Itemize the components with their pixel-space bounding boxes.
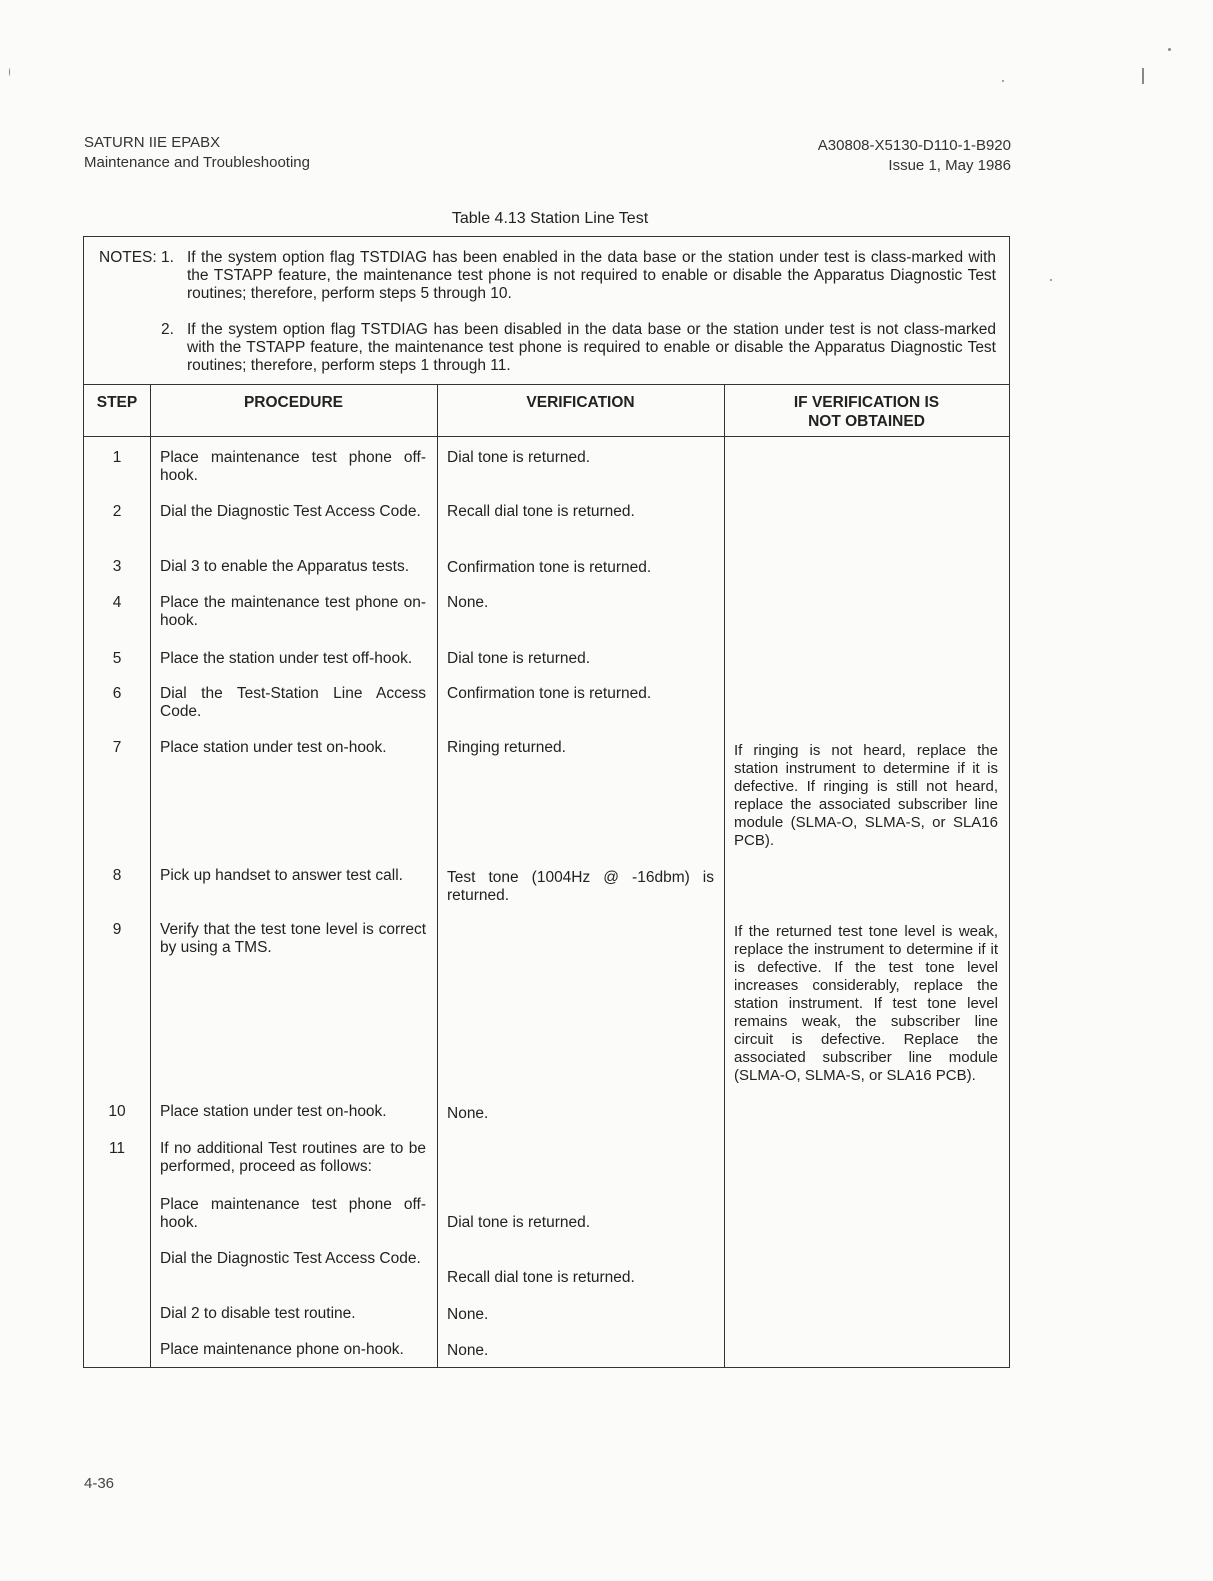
notes-section: NOTES: 1. If the system option flag TSTDIAG has been enabled in the data base or the station under test is class-marked with the TSTAPP feature, the maintenance test phone is not required to enable or disable the Apparatus Diagnostic Test routines; therefore, perform steps 5 through 10. 2. If the system option flag TSTDIAG has been disabled in the data base or the station under test is not class-marked with the TSTAPP feature, the maintenance test phone is required to enable or disable the Apparatus Diagnostic Test routines; therefore, perform steps 1 through 11.	[84, 237, 1009, 385]
substep-verification: None.	[447, 1306, 489, 1323]
step-number: 9	[112, 921, 122, 938]
substep-procedure: Place maintenance test phone off-hook.	[160, 1196, 426, 1231]
substep-verification: Recall dial tone is returned.	[447, 1269, 635, 1286]
step-number: 7	[112, 739, 122, 756]
scan-mark	[9, 68, 10, 76]
procedure-text: If no additional Test routines are to be performed, proceed as follows:	[160, 1140, 426, 1175]
step-number: 1	[112, 449, 122, 466]
column-header-procedure: PROCEDURE	[150, 385, 437, 437]
corrective-action-text: If ringing is not heard, replace the station instrument to determine if it is defective. If ringing is still not heard, replace the associated subscriber line module (SLMA-O, SLMA-S, or SLA16 PCB).	[734, 742, 998, 849]
substep-procedure: Dial 2 to disable test routine.	[160, 1305, 356, 1322]
column-header-if-not-obtained: IF VERIFICATION IS NOT OBTAINED	[724, 385, 1009, 437]
procedure-text: Place the maintenance test phone on-hook.	[160, 594, 426, 629]
substep-verification: None.	[447, 1342, 489, 1359]
substep-procedure: Dial the Diagnostic Test Access Code.	[160, 1250, 421, 1267]
issue-date: Issue 1, May 1986	[888, 157, 1011, 174]
procedure-text: Place station under test on-hook.	[160, 1103, 387, 1120]
page-number: 4-36	[84, 1475, 115, 1492]
verification-text: Dial tone is returned.	[447, 650, 591, 667]
verification-text: None.	[447, 594, 489, 611]
verification-text: Recall dial tone is returned.	[447, 503, 635, 520]
step-number: 4	[112, 594, 122, 611]
procedure-text: Dial 3 to enable the Apparatus tests.	[160, 558, 410, 575]
corrective-action-text: If the returned test tone level is weak, replace the instrument to determine if it is defective. If the test tone level increases considerably, replace the station instrument. If test tone level remains weak, the subscriber line circuit is defective. Replace the associated subscriber line module (SLMA-O, SLMA-S, or SLA16 PCB).	[734, 923, 998, 1084]
step-number: 3	[112, 558, 122, 575]
procedure-text: Place the station under test off-hook.	[160, 650, 413, 667]
verification-text: Ringing returned.	[447, 739, 566, 756]
scan-mark	[1142, 68, 1144, 84]
scan-mark	[1168, 48, 1171, 51]
document-header-right	[818, 136, 1011, 176]
step-number: 6	[112, 685, 122, 702]
column-divider	[150, 385, 151, 1367]
step-number: 2	[112, 503, 122, 520]
procedure-text: Dial the Test-Station Line Access Code.	[160, 685, 426, 720]
verification-text: Confirmation tone is returned.	[447, 685, 652, 702]
document-header-left	[84, 133, 310, 173]
procedure-text: Place maintenance test phone off-hook.	[160, 449, 426, 484]
procedure-text: Dial the Diagnostic Test Access Code.	[160, 503, 421, 520]
verification-text: Confirmation tone is returned.	[447, 559, 652, 576]
scan-mark	[1050, 279, 1052, 281]
table-title: Table 4.13 Station Line Test	[451, 210, 649, 227]
column-divider	[724, 385, 725, 1367]
step-number: 8	[112, 867, 122, 884]
substep-procedure: Place maintenance phone on-hook.	[160, 1341, 404, 1358]
step-number: 5	[112, 650, 122, 667]
verification-text: Test tone (1004Hz @ -16dbm) is returned.	[447, 869, 714, 904]
column-header-verification: VERIFICATION	[437, 385, 724, 437]
procedure-text: Place station under test on-hook.	[160, 739, 387, 756]
product-name: SATURN IIE EPABX	[84, 134, 221, 151]
procedure-text: Pick up handset to answer test call.	[160, 867, 403, 884]
column-header-step: STEP	[84, 385, 150, 437]
scan-mark	[1002, 80, 1004, 82]
manual-section: Maintenance and Troubleshooting	[84, 154, 310, 171]
procedure-text: Verify that the test tone level is correct by using a TMS.	[160, 921, 426, 956]
station-line-test-table	[83, 236, 1010, 1368]
substep-verification: Dial tone is returned.	[447, 1214, 591, 1231]
notes-label: NOTES:	[99, 249, 157, 266]
column-divider	[437, 385, 438, 1367]
verification-text: None.	[447, 1105, 489, 1122]
verification-text: Dial tone is returned.	[447, 449, 591, 466]
step-number: 10	[108, 1103, 126, 1120]
document-number: A30808-X5130-D110-1-B920	[817, 137, 1011, 154]
step-number: 11	[108, 1140, 126, 1157]
